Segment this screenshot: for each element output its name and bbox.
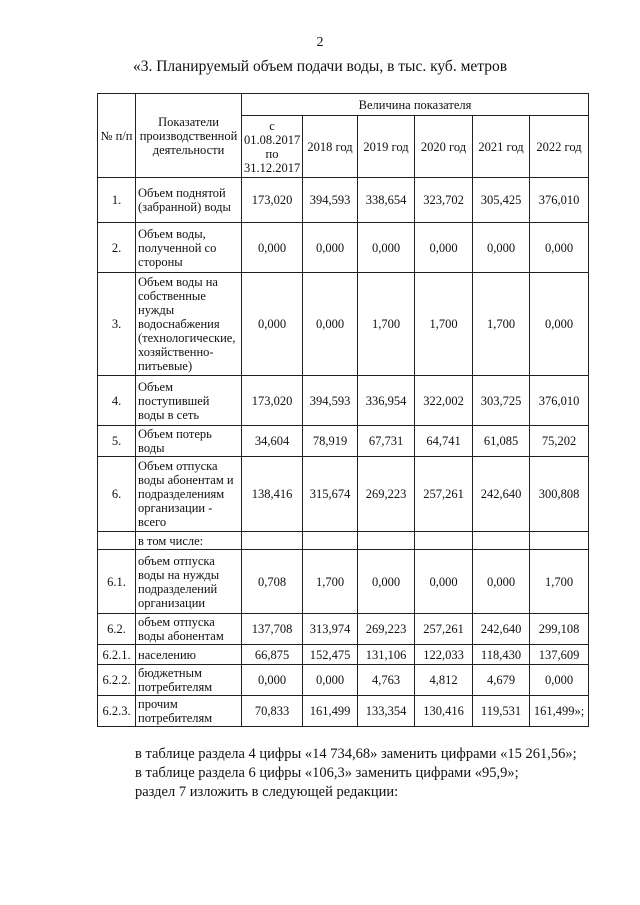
amendment-line: в таблице раздела 6 цифры «106,3» заменить цифрами «95,9»; bbox=[135, 765, 519, 781]
value-cell: 161,499»; bbox=[530, 696, 589, 727]
value-cell: 323,702 bbox=[415, 178, 473, 223]
row-number: 6.2.3. bbox=[98, 696, 136, 727]
header-year: 2019 год bbox=[358, 116, 415, 178]
section-heading: «3. Планируемый объем подачи воды, в тыс. куб. метров bbox=[132, 58, 508, 75]
row-number: 6. bbox=[98, 457, 136, 532]
header-period: с 01.08.2017 по 31.12.2017 bbox=[242, 116, 303, 178]
row-label: Объем поступившей воды в сеть bbox=[136, 376, 242, 426]
value-cell: 300,808 bbox=[530, 457, 589, 532]
header-num: № п/п bbox=[98, 94, 136, 178]
value-cell: 70,833 bbox=[242, 696, 303, 727]
value-cell: 75,202 bbox=[530, 426, 589, 457]
value-cell: 1,700 bbox=[473, 273, 530, 376]
value-cell: 67,731 bbox=[358, 426, 415, 457]
value-cell: 0,000 bbox=[415, 550, 473, 614]
table-row bbox=[98, 696, 589, 727]
value-cell: 1,700 bbox=[415, 273, 473, 376]
value-cell: 161,499 bbox=[303, 696, 358, 727]
value-cell: 66,875 bbox=[242, 645, 303, 665]
empty-cell bbox=[358, 532, 415, 550]
value-cell: 242,640 bbox=[473, 457, 530, 532]
value-cell: 173,020 bbox=[242, 376, 303, 426]
row-number: 5. bbox=[98, 426, 136, 457]
value-cell: 78,919 bbox=[303, 426, 358, 457]
value-cell: 0,000 bbox=[303, 665, 358, 696]
empty-cell bbox=[98, 532, 136, 550]
header-year: 2018 год bbox=[303, 116, 358, 178]
value-cell: 0,000 bbox=[242, 223, 303, 273]
value-cell: 269,223 bbox=[358, 614, 415, 645]
value-cell: 137,609 bbox=[530, 645, 589, 665]
value-cell: 0,000 bbox=[473, 223, 530, 273]
row-label: Объем воды на собственные нужды водоснабжения (технологические, хозяйственно-питьевые) bbox=[136, 273, 242, 376]
row-label: Объем поднятой (забранной) воды bbox=[136, 178, 242, 223]
value-cell: 34,604 bbox=[242, 426, 303, 457]
row-number: 4. bbox=[98, 376, 136, 426]
table-row bbox=[98, 223, 589, 273]
value-cell: 1,700 bbox=[303, 550, 358, 614]
value-cell: 313,974 bbox=[303, 614, 358, 645]
value-cell: 119,531 bbox=[473, 696, 530, 727]
header-value-group: Величина показателя bbox=[242, 94, 589, 116]
value-cell: 4,679 bbox=[473, 665, 530, 696]
value-cell: 137,708 bbox=[242, 614, 303, 645]
value-cell: 0,000 bbox=[530, 273, 589, 376]
row-number: 6.2.2. bbox=[98, 665, 136, 696]
value-cell: 0,000 bbox=[303, 273, 358, 376]
row-number: 6.2. bbox=[98, 614, 136, 645]
row-label: объем отпуска воды на нужды подразделений организации bbox=[136, 550, 242, 614]
value-cell: 0,000 bbox=[530, 665, 589, 696]
row-label: населению bbox=[136, 645, 242, 665]
value-cell: 338,654 bbox=[358, 178, 415, 223]
value-cell: 138,416 bbox=[242, 457, 303, 532]
value-cell: 269,223 bbox=[358, 457, 415, 532]
value-cell: 133,354 bbox=[358, 696, 415, 727]
value-cell: 130,416 bbox=[415, 696, 473, 727]
header-year: 2020 год bbox=[415, 116, 473, 178]
table-row bbox=[98, 178, 589, 223]
value-cell: 303,725 bbox=[473, 376, 530, 426]
empty-cell bbox=[530, 532, 589, 550]
table-row bbox=[98, 376, 589, 426]
amendment-list bbox=[135, 745, 577, 802]
value-cell: 376,010 bbox=[530, 376, 589, 426]
value-cell: 173,020 bbox=[242, 178, 303, 223]
table-row bbox=[98, 457, 589, 532]
value-cell: 1,700 bbox=[358, 273, 415, 376]
amendment-line: раздел 7 изложить в следующей редакции: bbox=[135, 784, 399, 800]
row-number: 3. bbox=[98, 273, 136, 376]
table-row bbox=[98, 614, 589, 645]
value-cell: 0,000 bbox=[358, 550, 415, 614]
value-cell: 394,593 bbox=[303, 376, 358, 426]
table-row bbox=[98, 665, 589, 696]
water-supply-table bbox=[97, 93, 589, 727]
row-label: Объем потерь воды bbox=[136, 426, 242, 457]
value-cell: 0,708 bbox=[242, 550, 303, 614]
value-cell: 1,700 bbox=[530, 550, 589, 614]
value-cell: 336,954 bbox=[358, 376, 415, 426]
table-row bbox=[98, 273, 589, 376]
page-number: 2 bbox=[316, 35, 324, 50]
value-cell: 61,085 bbox=[473, 426, 530, 457]
empty-cell bbox=[473, 532, 530, 550]
empty-cell bbox=[303, 532, 358, 550]
value-cell: 0,000 bbox=[473, 550, 530, 614]
row-number: 6.2.1. bbox=[98, 645, 136, 665]
row-number: 1. bbox=[98, 178, 136, 223]
value-cell: 64,741 bbox=[415, 426, 473, 457]
value-cell: 4,763 bbox=[358, 665, 415, 696]
value-cell: 257,261 bbox=[415, 457, 473, 532]
value-cell: 0,000 bbox=[530, 223, 589, 273]
amendment-line: в таблице раздела 4 цифры «14 734,68» заменить цифрами «15 261,56»; bbox=[135, 746, 577, 762]
empty-cell bbox=[415, 532, 473, 550]
header-year: 2021 год bbox=[473, 116, 530, 178]
value-cell: 131,106 bbox=[358, 645, 415, 665]
value-cell: 0,000 bbox=[415, 223, 473, 273]
subheading-label: в том числе: bbox=[136, 532, 242, 550]
value-cell: 305,425 bbox=[473, 178, 530, 223]
value-cell: 118,430 bbox=[473, 645, 530, 665]
table-header bbox=[98, 94, 589, 178]
value-cell: 0,000 bbox=[242, 273, 303, 376]
row-label: бюджетным потребителям bbox=[136, 665, 242, 696]
value-cell: 0,000 bbox=[358, 223, 415, 273]
empty-cell bbox=[242, 532, 303, 550]
row-label: объем отпуска воды абонентам bbox=[136, 614, 242, 645]
row-label: прочим потребителям bbox=[136, 696, 242, 727]
row-label: Объем отпуска воды абонентам и подразделениям организации - всего bbox=[136, 457, 242, 532]
value-cell: 376,010 bbox=[530, 178, 589, 223]
value-cell: 152,475 bbox=[303, 645, 358, 665]
table-row bbox=[98, 550, 589, 614]
row-number: 2. bbox=[98, 223, 136, 273]
value-cell: 315,674 bbox=[303, 457, 358, 532]
row-label: Объем воды, полученной со стороны bbox=[136, 223, 242, 273]
value-cell: 257,261 bbox=[415, 614, 473, 645]
value-cell: 122,033 bbox=[415, 645, 473, 665]
table-body bbox=[98, 178, 589, 727]
value-cell: 322,002 bbox=[415, 376, 473, 426]
value-cell: 394,593 bbox=[303, 178, 358, 223]
row-number: 6.1. bbox=[98, 550, 136, 614]
table-row bbox=[98, 645, 589, 665]
header-indicator: Показатели производственной деятельности bbox=[136, 94, 242, 178]
table-subheading-row bbox=[98, 532, 589, 550]
value-cell: 4,812 bbox=[415, 665, 473, 696]
value-cell: 299,108 bbox=[530, 614, 589, 645]
value-cell: 242,640 bbox=[473, 614, 530, 645]
header-year: 2022 год bbox=[530, 116, 589, 178]
value-cell: 0,000 bbox=[242, 665, 303, 696]
value-cell: 0,000 bbox=[303, 223, 358, 273]
table-row bbox=[98, 426, 589, 457]
